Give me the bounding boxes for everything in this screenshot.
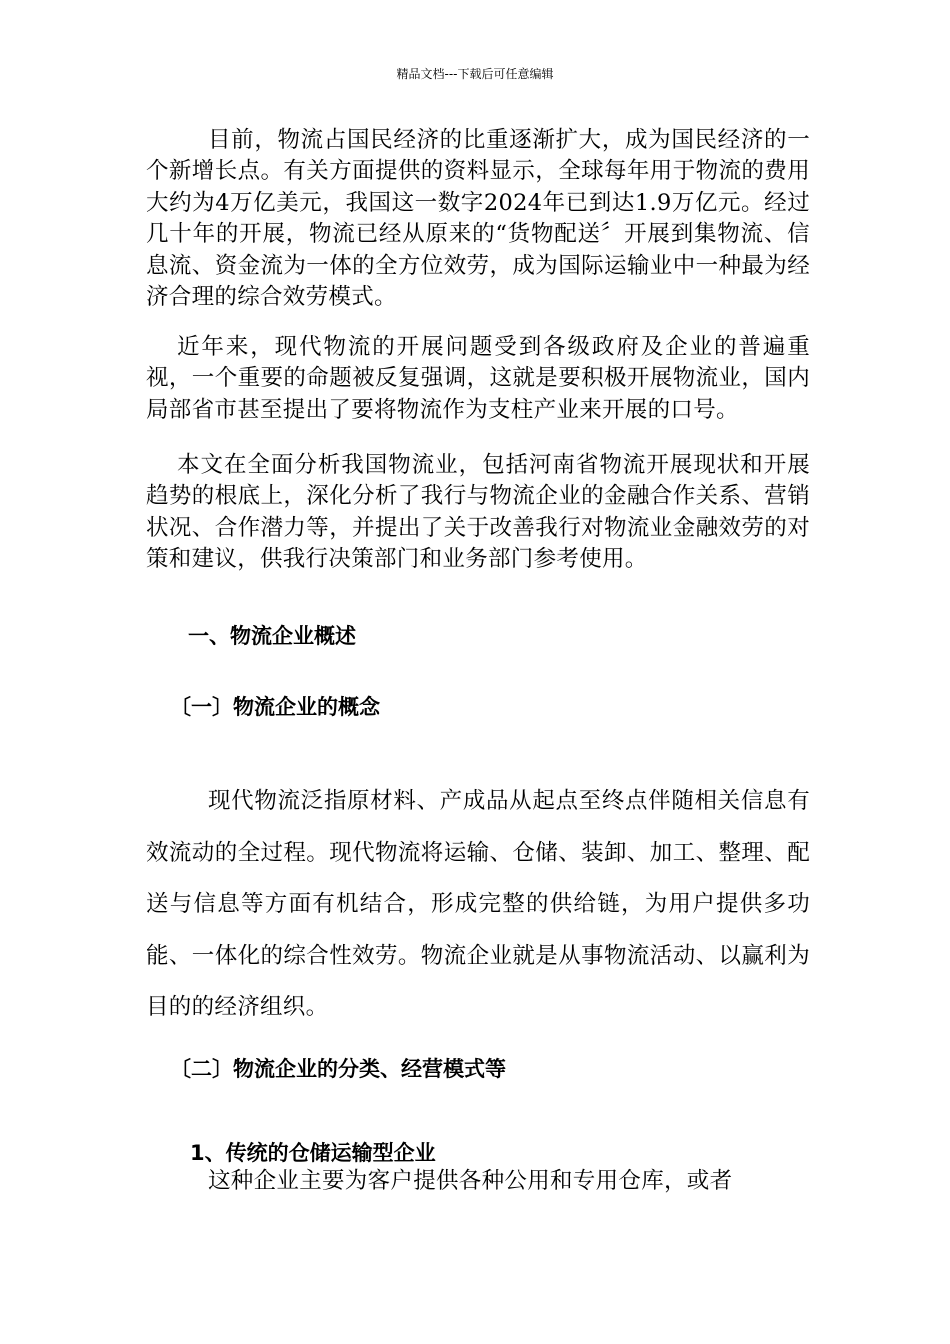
section-heading-overview: 一、物流企业概述 [188, 624, 356, 648]
paragraph-recent-years: 近年来，现代物流的开展问题受到各级政府及企业的普遍重视，一个重要的命题被反复强调，这就是要积极开展物流业，国内局部省市甚至提出了要将物流作为支柱产业来开展的口号。 [146, 334, 810, 423]
paragraph-traditional: 这种企业主要为客户提供各种公用和专用仓库，或者 [208, 1168, 733, 1194]
page-header: 精品文档---下载后可任意编辑 [396, 67, 554, 81]
subsection-heading-classification: 〔二〕物流企业的分类、经营模式等 [170, 1057, 506, 1081]
paragraph-scope: 本文在全面分析我国物流业，包括河南省物流开展现状和开展趋势的根底上，深化分析了我行与物流企业的金融合作关系、营销状况、合作潜力等，并提出了关于改善我行对物流业金融效劳的对策和建议，供我行决策部门和业务部门参考使用。 [146, 452, 810, 573]
paragraph-intro: 目前，物流占国民经济的比重逐渐扩大，成为国民经济的一个新增长点。有关方面提供的资料显示，全球每年用于物流的费用大约为4万亿美元，我国这一数字2024年已到达1.9万亿元。经过几十年的开展，物流已经从原来的“货物配送〞开展到集物流、信息流、资金流为一体的全方位效劳，成为国际运输业中一种最为经济合理的综合效劳模式。 [146, 127, 810, 311]
item-heading-traditional: 1、传统的仓储运输型企业 [190, 1141, 436, 1165]
paragraph-concept: 现代物流泛指原材料、产成品从起点至终点伴随相关信息有效流动的全过程。现代物流将运输、仓储、装卸、加工、整理、配送与信息等方面有机结合，形成完整的供给链，为用户提供多功能、一体化的综合性效劳。物流企业就是从事物流活动、以赢利为目的的经济组织。 [146, 788, 810, 1020]
subsection-heading-concept: 〔一〕物流企业的概念 [170, 695, 380, 719]
